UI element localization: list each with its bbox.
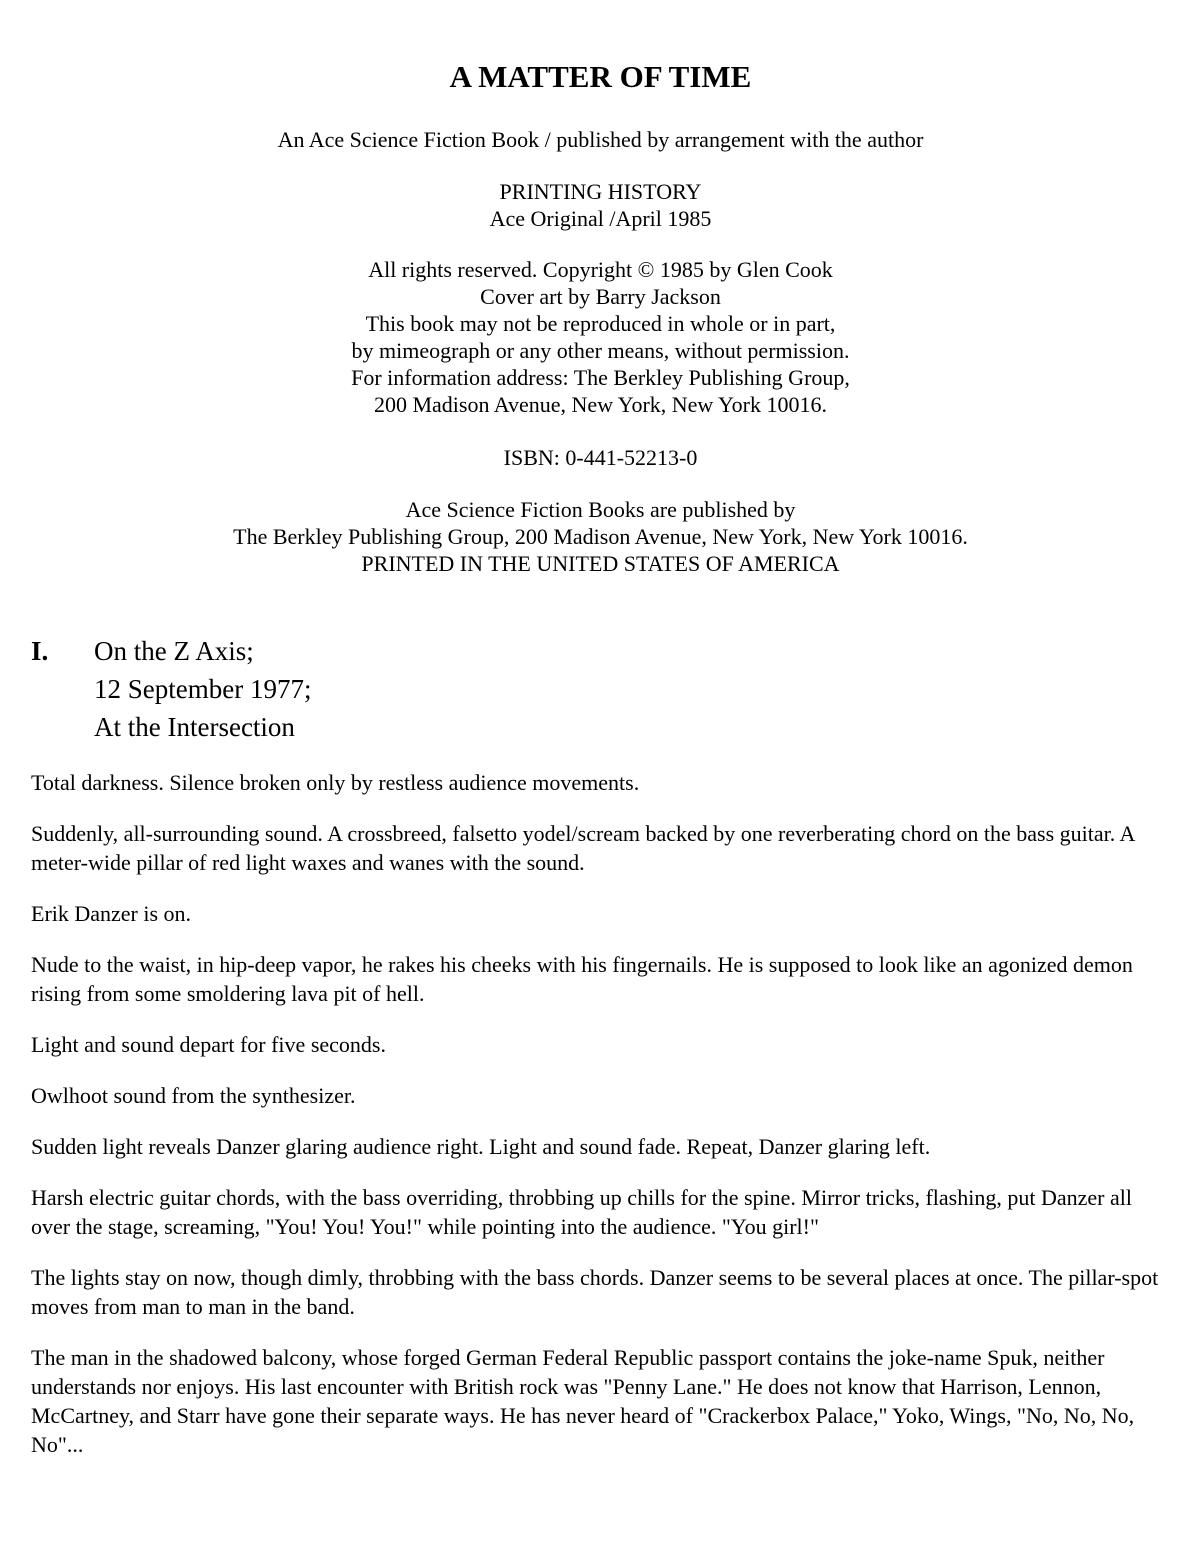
- paragraph: Suddenly, all-surrounding sound. A crossbreed, falsetto yodel/scream backed by one reverberating chord on the bass guitar. A meter-wide pillar of red light waxes and wanes with the sound.: [31, 821, 1135, 875]
- chapter-number: I.: [31, 636, 49, 666]
- printed-in-line: PRINTED IN THE UNITED STATES OF AMERICA: [361, 551, 840, 576]
- paragraph: Harsh electric guitar chords, with the bass overriding, throbbing up chills for the spine. Mirror tricks, flashing, put Danzer all over the stage, screaming, "You! You! You!" while pointing into the audience. "You girl!": [31, 1185, 1132, 1239]
- copyright-line: Cover art by Barry Jackson: [480, 284, 721, 309]
- printing-history-heading: PRINTING HISTORY: [499, 179, 702, 204]
- printing-history-line: Ace Original /April 1985: [489, 206, 712, 231]
- chapter-title-line: On the Z Axis;: [94, 636, 254, 666]
- publisher-block: [31, 496, 1170, 577]
- paragraph: The man in the shadowed balcony, whose forged German Federal Republic passport contains the joke-name Spuk, neither understands nor enjoys. His last encounter with British rock was "Penny Lane." He does not know that Harrison, Lennon, McCartney, and Starr have gone their separate ways. He has never heard of "Crackerbox Palace," Yoko, Wings, "No, No, No, No"...: [31, 1345, 1135, 1457]
- chapter-body: [31, 768, 1170, 1459]
- copyright-line: All rights reserved. Copyright © 1985 by Glen Cook: [368, 257, 833, 282]
- front-matter: [31, 60, 1170, 577]
- copyright-line: For information address: The Berkley Publishing Group,: [351, 365, 850, 390]
- printing-history-block: [31, 178, 1170, 232]
- copyright-block: [31, 256, 1170, 418]
- copyright-line: by mimeograph or any other means, without permission.: [351, 338, 850, 363]
- chapter-heading: [31, 632, 1170, 746]
- paragraph: The lights stay on now, though dimly, throbbing with the bass chords. Danzer seems to be several places at once. The pillar-spot moves from man to man in the band.: [31, 1265, 1159, 1319]
- copyright-line: 200 Madison Avenue, New York, New York 10016.: [373, 392, 828, 417]
- chapter-title-line: 12 September 1977;: [94, 674, 312, 704]
- paragraph: Nude to the waist, in hip-deep vapor, he rakes his cheeks with his fingernails. He is supposed to look like an agonized demon rising from some smoldering lava pit of hell.: [31, 952, 1133, 1006]
- publisher-line: The Berkley Publishing Group, 200 Madison Avenue, New York, New York 10016.: [233, 524, 968, 549]
- publisher-line: Ace Science Fiction Books are published by: [405, 497, 796, 522]
- copyright-line: This book may not be reproduced in whole or in part,: [365, 311, 836, 336]
- paragraph: Erik Danzer is on.: [31, 901, 192, 926]
- paragraph: Owlhoot sound from the synthesizer.: [31, 1083, 356, 1108]
- paragraph: Total darkness. Silence broken only by restless audience movements.: [31, 770, 640, 795]
- isbn-line: ISBN: 0-441-52213-0: [503, 445, 698, 470]
- book-title: A MATTER OF TIME: [449, 59, 752, 94]
- chapter-title: [94, 632, 311, 746]
- chapter-title-line: At the Intersection: [94, 712, 295, 742]
- paragraph: Sudden light reveals Danzer glaring audience right. Light and sound fade. Repeat, Danzer glaring left.: [31, 1134, 931, 1159]
- paragraph: Light and sound depart for five seconds.: [31, 1032, 386, 1057]
- imprint-line: An Ace Science Fiction Book / published by arrangement with the author: [277, 127, 924, 152]
